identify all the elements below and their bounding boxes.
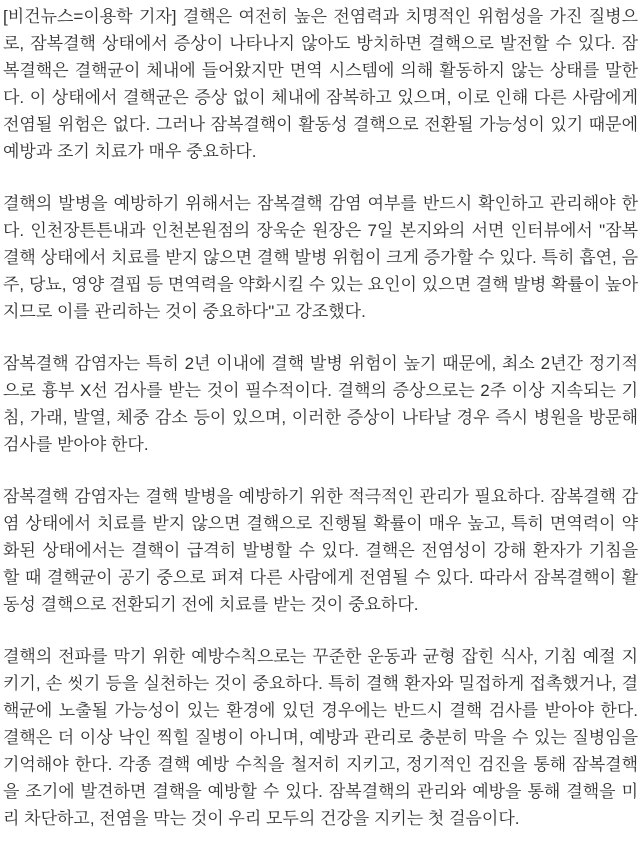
article-paragraph: 결핵의 전파를 막기 위한 예방수칙으로는 꾸준한 운동과 균형 잡힌 식사, 기침 예절 지키기, 손 씻기 등을 실천하는 것이 중요하다. 특히 결핵 환자와 밀접하게 접촉했거나, 결핵균에 노출될 가능성이 있는 환경에 있던 경우에는 반드시 결핵 검사를 받아야 한다. 결핵은 더 이상 낙인 찍힐 질병이 아니며, 예방과 관리로 충분히 막을 수 있는 질병임을 기억해야 한다. 각종 결핵 예방 수칙을 철저히 지키고, 정기적인 검진을 통해 잠복결핵을 조기에 발견하면 결핵을 예방할 수 있다. 잠복결핵의 관리와 예방을 통해 결핵을 미리 차단하고, 전염을 막는 것이 우리 모두의 건강을 지키는 첫 걸음이다. [3, 647, 638, 828]
article-paragraph: 잠복결핵 감염자는 결핵 발병을 예방하기 위한 적극적인 관리가 필요하다. 잠복결핵 감염 상태에서 치료를 받지 않으면 결핵으로 진행될 확률이 매우 높고, 특히 면역력이 약화된 상태에서는 결핵이 급격히 발병할 수 있다. 결핵은 전염성이 강해 환자가 기침을 할 때 결핵균이 공기 중으로 퍼져 다른 사람에게 전염될 수 있다. 따라서 잠복결핵이 활동성 결핵으로 전환되기 전에 치료를 받는 것이 중요하다. [3, 487, 638, 614]
article-paragraph: 결핵의 발병을 예방하기 위해서는 잠복결핵 감염 여부를 반드시 확인하고 관리해야 한다. 인천장튼튼내과 인천본원점의 장욱순 원장은 7일 본지와의 서면 인터뷰에서 "잠복결핵 상태에서 치료를 받지 않으면 결핵 발병 위험이 크게 증가할 수 있다. 특히 흡연, 음주, 당뇨, 영양 결핍 등 면역력을 약화시킬 수 있는 요인이 있으면 결핵 발병 확률이 높아지므로 이를 관리하는 것이 중요하다"고 강조했다. [3, 194, 638, 321]
article-paragraph: 잠복결핵 감염자는 특히 2년 이내에 결핵 발병 위험이 높기 때문에, 최소 2년간 정기적으로 흉부 X선 검사를 받는 것이 필수적이다. 결핵의 증상으로는 2주 이상 지속되는 기침, 가래, 발열, 체중 감소 등이 있으며, 이러한 증상이 나타날 경우 즉시 병원을 방문해 검사를 받아야 한다. [3, 354, 638, 454]
article-paragraph-lead: [비건뉴스=이용학 기자] 결핵은 여전히 높은 전염력과 치명적인 위험성을 가진 질병으로, 잠복결핵 상태에서 증상이 나타나지 않아도 방치하면 결핵으로 발전할 수 있다. 잠복결핵은 결핵균이 체내에 들어왔지만 면역 시스템에 의해 활동하지 않는 상태를 말한다. 이 상태에서 결핵균은 증상 없이 체내에 잠복하고 있으며, 이로 인해 다른 사람에게 전염될 위험은 없다. 그러나 잠복결핵이 활동성 결핵으로 전환될 가능성이 있기 때문에 예방과 조기 치료가 매우 중요하다. [3, 7, 638, 161]
